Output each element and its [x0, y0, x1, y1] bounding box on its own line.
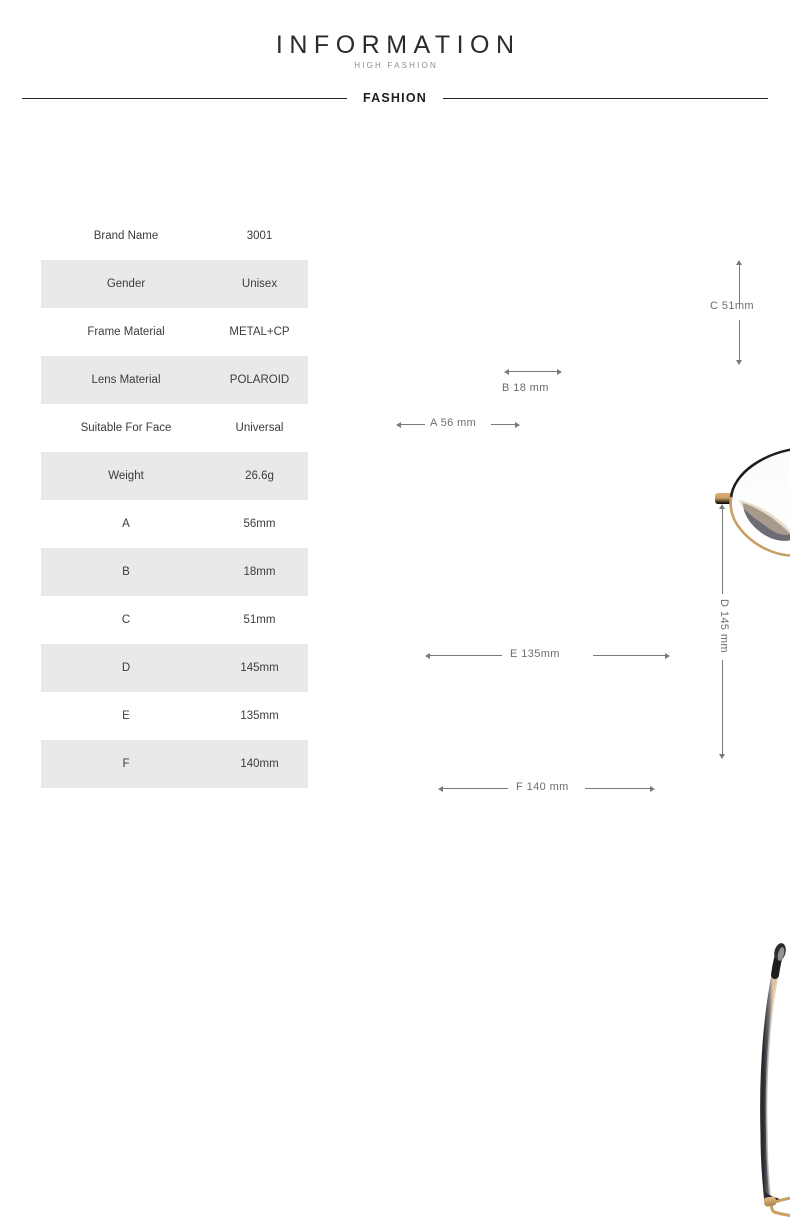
dimension-b-line — [509, 371, 557, 372]
table-row — [41, 356, 308, 404]
eyeglasses-top-illustration — [750, 935, 790, 1225]
dimension-e-arrow-right — [665, 653, 670, 659]
dimension-f-arrow-right — [650, 786, 655, 792]
spec-key: Suitable For Face — [80, 422, 172, 434]
dimension-a-arrow-left — [396, 422, 401, 428]
page-subtitle: HIGH FASHION — [354, 61, 438, 70]
page-title: INFORMATION — [275, 31, 521, 59]
specification-table — [41, 212, 308, 788]
spec-value: Unisex — [241, 278, 278, 290]
table-row — [41, 596, 308, 644]
dimension-e-arrow-left — [425, 653, 430, 659]
divider-label: FASHION — [363, 91, 427, 105]
spec-key: C — [121, 614, 131, 626]
page-header — [0, 0, 790, 130]
dimension-e-line-left — [430, 655, 502, 656]
spec-value: 145mm — [240, 662, 279, 674]
spec-key: Brand Name — [93, 230, 159, 242]
dimension-f-label: F 140 mm — [516, 781, 569, 793]
spec-key: F — [122, 758, 130, 770]
dimension-e-label: E 135mm — [510, 648, 560, 660]
table-row — [41, 452, 308, 500]
spec-key: E — [122, 710, 130, 722]
dimension-f-arrow-left — [438, 786, 443, 792]
spec-key: Gender — [106, 278, 146, 290]
table-row — [41, 308, 308, 356]
spec-key: Frame Material — [87, 326, 165, 338]
table-row — [41, 500, 308, 548]
dimension-d-label: D 145 mm — [717, 599, 730, 653]
spec-value: 140mm — [240, 758, 279, 770]
spec-value: METAL+CP — [229, 326, 290, 338]
dimension-b-label: B 18 mm — [502, 382, 549, 394]
dimension-c-line-top — [739, 265, 740, 305]
dimension-a-label: A 56 mm — [430, 417, 477, 429]
spec-value: 26.6g — [245, 470, 274, 482]
dimension-b-arrow-right — [557, 369, 562, 375]
dimension-a-arrow-right — [515, 422, 520, 428]
table-row — [41, 692, 308, 740]
table-row — [41, 548, 308, 596]
section-divider — [22, 86, 768, 110]
dimension-c-line-bottom — [739, 320, 740, 360]
spec-value: Universal — [235, 422, 284, 434]
spec-value: 51mm — [243, 614, 276, 626]
spec-key: B — [122, 566, 130, 578]
dimension-c-arrow-down — [736, 360, 742, 365]
spec-value: 56mm — [243, 518, 276, 530]
table-row — [41, 212, 308, 260]
table-row — [41, 740, 308, 788]
divider-rule-right — [443, 98, 768, 99]
dimension-d-line-bottom — [722, 660, 723, 754]
spec-key: D — [121, 662, 131, 674]
dimension-f-line-left — [443, 788, 508, 789]
dimension-d-arrow-down — [719, 754, 725, 759]
dimension-f-line-right — [585, 788, 650, 789]
spec-value: 135mm — [240, 710, 279, 722]
spec-key: Weight — [108, 470, 144, 482]
front-view-diagram — [330, 200, 790, 429]
spec-value: 18mm — [243, 566, 276, 578]
dimension-b-arrow-left — [504, 369, 509, 375]
table-row — [41, 644, 308, 692]
spec-key: Lens Material — [91, 374, 161, 386]
table-row — [41, 260, 308, 308]
dimension-d-line-top — [722, 509, 723, 594]
top-view-diagram — [330, 460, 790, 820]
dimension-e-line-right — [593, 655, 665, 656]
spec-key: A — [122, 518, 130, 530]
divider-rule-left — [22, 98, 347, 99]
eyeglasses-top-svg — [750, 935, 790, 1225]
dimension-c-label: C 51mm — [710, 300, 754, 312]
table-row — [41, 404, 308, 452]
dimension-a-line-right — [491, 424, 515, 425]
spec-value: 3001 — [246, 230, 273, 242]
dimension-a-line-left — [401, 424, 425, 425]
spec-value: POLAROID — [229, 374, 290, 386]
